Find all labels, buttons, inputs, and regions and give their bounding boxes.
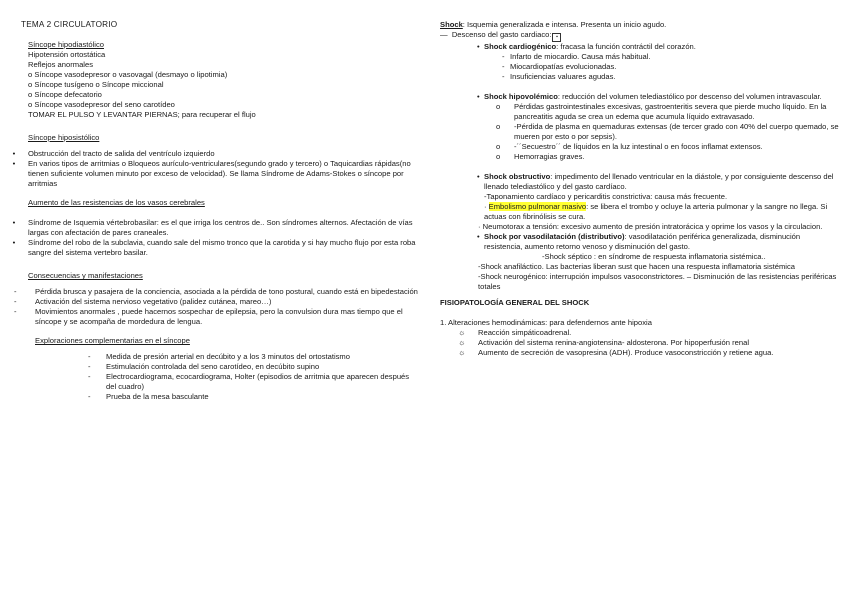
list-item: o Pérdidas gastrointestinales excesivas, gastroenteritis severa que pierde mucho líquido. En la pancreatitis aguda se crea un edema que acumula líquido extravasado. [496,102,827,122]
list-item: - Activación del sistema nervioso vegetativo (palidez cutánea, mareo…) [14,297,272,307]
bullet-icon: • [477,172,480,182]
list-item: - Movimientos anormales , puede hacernos sospechar de epilepsia, pero la convulsion dura mas tiempo que el síncope y se acompaña de mordedura de lengua. [14,307,403,327]
dash-icon: - [88,372,91,382]
list-item: • Síndrome del robo de la subclavia, cuando sale del mismo tronco que la carotida y si hay mucho flujo por esta roba sangre del sistema vertebro basilar. [8,238,418,258]
embolismo-line: · Embolismo pulmonar masivo: se libera el trombo y ocluye la arteria pulmonar y la sangre no llega. Si actuas con fibrinólisis se cura. [484,202,828,222]
heading-hiposistolico: Síncope hiposistólico [28,132,100,142]
gasto-line: — Descenso del gasto cardiaco: ▪ [440,30,840,42]
circle-bullet-icon: o [496,102,501,112]
list-item: - Insuficiencias valuares agudas. [502,72,616,82]
left-column [8,20,418,402]
bullet-icon: • [12,148,16,158]
dash-icon: - [14,307,17,317]
text-line: Hipotensión ortostática [28,49,106,59]
text-line: o Síncope vasodepresor o vasovagal (desmayo o lipotimia) [28,69,228,79]
sun-bullet-icon: ☼ [458,348,466,358]
hiposistolico-list [8,149,418,189]
checkbox-icon: ▪ [552,33,561,42]
bullet-icon: • [477,92,480,102]
text-line: o Síncope defecatorio [28,89,102,99]
bullet-icon: • [12,158,16,168]
document-title: TEMA 2 CIRCULATORIO [21,20,118,29]
bullet-icon: • [12,218,16,228]
list-item: • Obstrucción del tracto de salida del ventrículo izquierdo [8,149,418,159]
list-item: ☼ Reacción simpáticoadrenal. [458,328,572,338]
neumotorax-line: · Neumotorax a tensión: excesivo aumento de presión intratorácica y oprime los vasos y la circulacion. [478,222,823,232]
list-item: o -Pérdida de plasma en quemaduras extensas (de tercer grado con 40% del cuerpo quemado, se mueren por esto o por sepsis). [496,122,839,142]
right-column [440,20,840,358]
heading-consecuencias: Consecuencias y manifestaciones [28,271,143,281]
resistencias-list [8,218,418,258]
list-item: • En varios tipos de arritmias o Bloqueos aurículo-ventriculares(segundo grado y tercero) o Taquicardias rápidas(no tienen suficiente volumen minuto por exceso de velocidad). Se llama Síndrome de Adams-Stokes o síncope por arritmias [8,159,418,189]
highlighted-term: Embolismo pulmonar masivo [488,202,587,212]
neurogenico-line: -Shock neurogénico: interrupción impulsos vasoconstrictores. – Disminución de las resistencias periféricas totales [478,272,837,292]
text-line: o Síncope vasodepresor del seno carotídeo [28,99,175,109]
list-item: o Hemorragias graves. [496,152,585,162]
septico-line: -Shock séptico : en síndrome de respuesta inflamatoria sistémica.. [542,252,766,262]
dash-icon: - [88,362,91,372]
list-item: - Electrocardiograma, ecocardiograma, Holter (episodios de arritmia que aparecen después del cuadro) [88,372,410,392]
dash-icon: - [88,352,91,362]
list-item: - Estimulación controlada del seno carotídeo, en decúbito supino [88,362,320,372]
dash-icon: - [14,287,17,297]
bullet-icon: • [477,232,480,242]
dash-icon: - [14,297,17,307]
heading-hipodiastolico: Síncope hipodiastólico [28,39,104,49]
list-item: - Infarto de miocardio. Causa más habitual. [502,52,651,62]
circle-bullet-icon: o [496,122,501,132]
bullet-icon: • [477,42,480,52]
list-item: - Miocardiopatías evolucionadas. [502,62,617,72]
anafilactico-line: -Shock anafiláctico. Las bacterias liberan sust que hacen una respuesta inflamatoria sistémica [478,262,795,272]
list-item: - Prueba de la mesa basculante [88,392,209,402]
hipovolemico-item: • Shock hipovolémico: reducción del volumen telediastólico por descenso del volumen intravascular. [477,92,822,102]
circle-bullet-icon: o [496,152,501,162]
list-item: - Medida de presión arterial en decúbito y a los 3 minutos del ortostatismo [88,352,350,362]
text-line: TOMAR EL PULSO Y LEVANTAR PIERNAS; para recuperar el flujo [28,109,256,119]
obstructivo-item: • Shock obstructivo: impedimento del llenado ventricular en la diástole, y por consiguiente descenso del llenado telediastólico y del gasto cardíaco. [477,172,834,192]
list-item: ☼ Activación del sistema renina-angiotensina- aldosterona. Por hipoperfusión renal [458,338,750,348]
sun-bullet-icon: ☼ [458,328,466,338]
fisiopatologia-heading: FISIOPATOLOGÍA GENERAL DEL SHOCK [440,298,590,308]
fisio-point: 1. Alteraciones hemodinámicas: para defendernos ante hipoxia [440,318,652,328]
list-item: o -´´Secuestro´´ de líquidos en la luz intestinal o en focos inflamat extensos. [496,142,763,152]
exploraciones-list [8,352,418,402]
list-item: • Síndrome de Isquemia vértebrobasilar: es el que irriga los centros de.. Son síndromes alternos. Afectación de vías largas con afectación de pares craneales. [8,218,418,238]
vasodilatacion-item: • Shock por vasodilatación (distributivo): vasodilatación periférica generalizada, disminución resistencia, aumento retorno venoso y disminución del gasto. [477,232,801,252]
consecuencias-list [8,287,418,327]
text-line: Reflejos anormales [28,59,93,69]
cardiogenico-item: • Shock cardiogénico: fracasa la función contráctil del corazón. [477,42,696,52]
heading-resistencias: Aumento de las resistencias de los vasos cerebrales [28,198,205,208]
text-line: o Síncope tusígeno o Síncope miccional [28,79,164,89]
list-item: - Pérdida brusca y pasajera de la conciencia, asociada a la pérdida de tono postural, cuando está en bipedestación [14,287,418,297]
bullet-icon: • [12,238,16,248]
sun-bullet-icon: ☼ [458,338,466,348]
dash-icon: - [502,62,505,72]
list-item: ☼ Aumento de secreción de vasopresina (ADH). Produce vasoconstricción y retiene agua. [458,348,774,358]
dash-icon: - [502,72,505,82]
circle-bullet-icon: o [496,142,501,152]
shock-definition: Shock: Isquemia generalizada e intensa. Presenta un inicio agudo. [440,20,667,29]
dash-icon: - [88,392,91,402]
heading-exploraciones: Exploraciones complementarias en el síncope [35,336,190,346]
taponamiento-line: -Taponamiento cardíaco y pericarditis constrictiva: causa más frecuente. [484,192,728,202]
dash-icon: - [502,52,505,62]
